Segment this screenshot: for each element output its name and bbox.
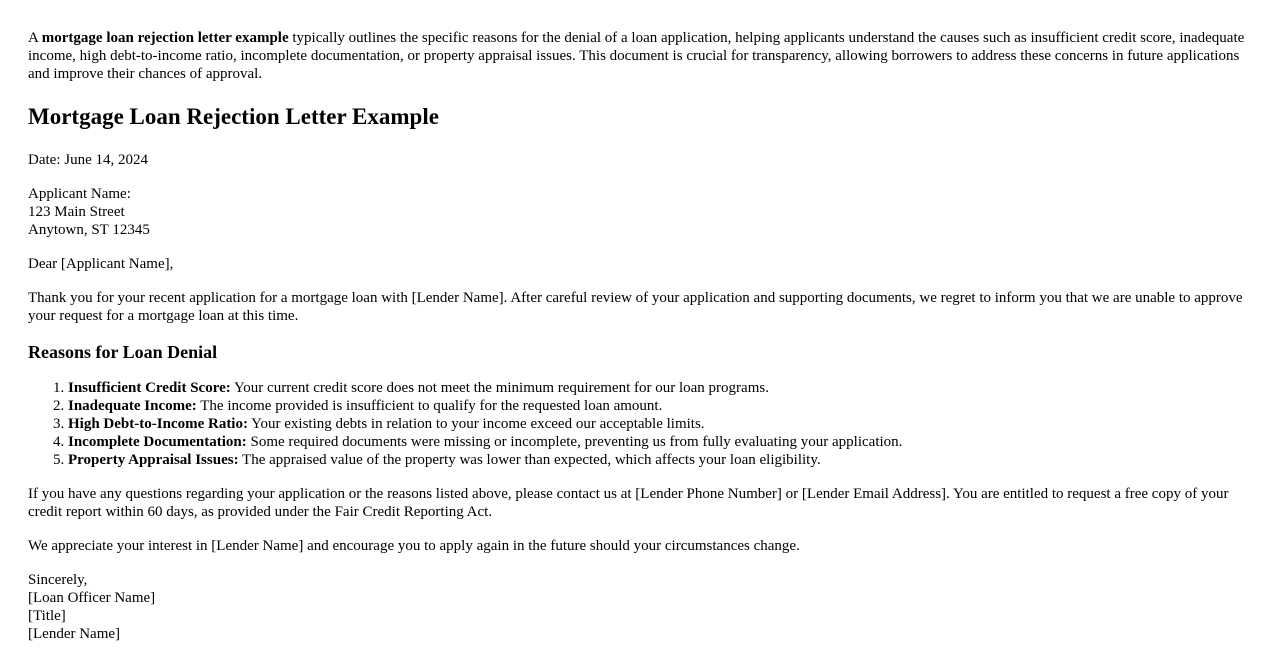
reason-text: Your existing debts in relation to your income exceed our acceptable limits. (247, 416, 705, 432)
intro-rest: typically outlines the specific reasons for the denial of a loan application, helping applicants understand the causes such as insufficient credit score, inadequate income, high debt-to-income ratio, incomplete documentation, or property appraisal issues. This document is crucial for transparency, allowing borrowers to address these concerns in future applications and improve their chances of approval. (28, 30, 1245, 82)
street-line: 123 Main Street (28, 204, 125, 220)
reason-label: Insufficient Credit Score: (68, 380, 231, 396)
list-item (68, 397, 1250, 415)
signature-block (28, 571, 1250, 643)
officer-title: [Title] (28, 608, 66, 624)
applicant-name-line: Applicant Name: (28, 186, 131, 202)
reasons-heading: Reasons for Loan Denial (28, 342, 218, 362)
reason-text: The income provided is insufficient to qualify for the requested loan amount. (196, 398, 663, 414)
reason-label: Inadequate Income: (68, 398, 197, 414)
list-item (68, 451, 1250, 469)
lender-name: [Lender Name] (28, 626, 121, 642)
intro-paragraph (28, 29, 1250, 83)
reason-text: Some required documents were missing or incomplete, preventing us from fully evaluating your application. (246, 434, 903, 450)
reason-text: Your current credit score does not meet the minimum requirement for our loan programs. (230, 380, 769, 396)
reason-label: Incomplete Documentation: (68, 434, 247, 450)
letter-date: Date: June 14, 2024 (28, 152, 148, 168)
sign-off: Sincerely, (28, 572, 88, 588)
body-intro-paragraph: Thank you for your recent application for a mortgage loan with [Lender Name]. After careful review of your application and supporting documents, we regret to inform you that we are unable to approve your request for a mortgage loan at this time. (28, 290, 1243, 324)
reasons-list (28, 379, 1250, 469)
page-title: Mortgage Loan Rejection Letter Example (28, 104, 439, 129)
list-item (68, 415, 1250, 433)
reason-label: Property Appraisal Issues: (68, 452, 239, 468)
contact-paragraph: If you have any questions regarding your application or the reasons listed above, please contact us at [Lender Phone Number] or [Lender Email Address]. You are entitled to request a free copy of your credit report within 60 days, as provided under the Fair Credit Reporting Act. (28, 486, 1229, 520)
intro-bold-phrase: mortgage loan rejection letter example (41, 30, 289, 46)
list-item (68, 379, 1250, 397)
salutation: Dear [Applicant Name], (28, 256, 174, 272)
list-item (68, 433, 1250, 451)
reason-label: High Debt-to-Income Ratio: (68, 416, 248, 432)
intro-prefix: A (28, 30, 42, 46)
city-line: Anytown, ST 12345 (28, 222, 150, 238)
closing-paragraph: We appreciate your interest in [Lender Name] and encourage you to apply again in the future should your circumstances change. (28, 538, 800, 554)
applicant-address (28, 185, 1250, 239)
reason-text: The appraised value of the property was lower than expected, which affects your loan eligibility. (238, 452, 821, 468)
officer-name: [Loan Officer Name] (28, 590, 156, 606)
